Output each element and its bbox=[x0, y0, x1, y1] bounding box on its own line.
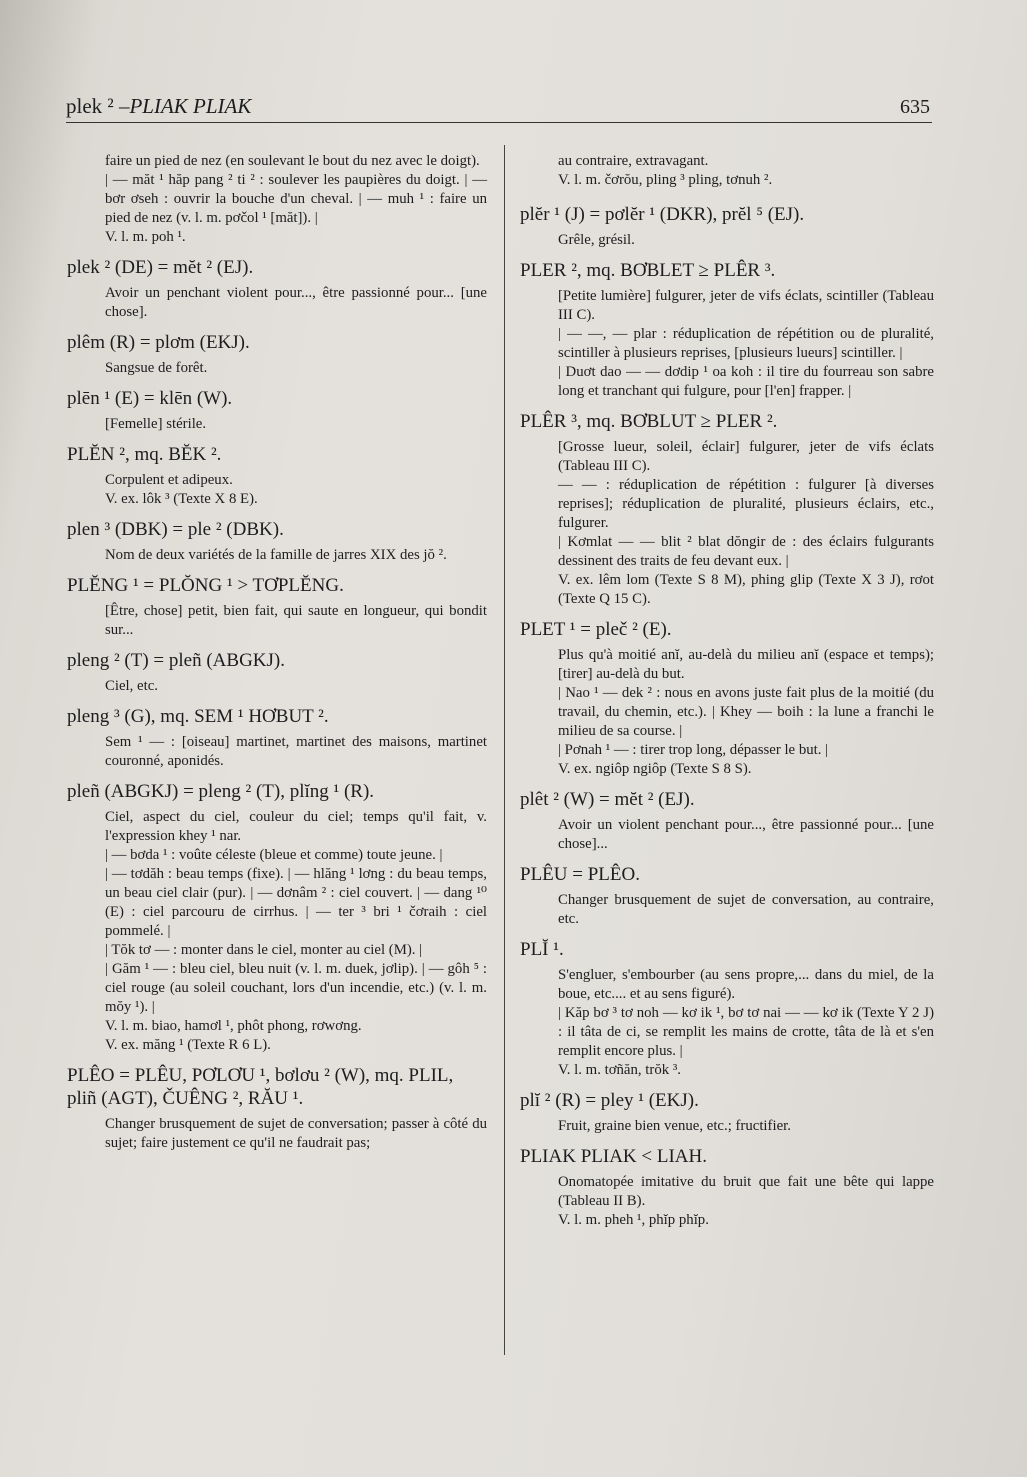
entry-headword: plek ² (DE) = mĕt ² (EJ). bbox=[67, 257, 254, 278]
entry-definition bbox=[558, 1117, 934, 1136]
entry-headword: PLĔN ², mq. BĔK ². bbox=[67, 444, 222, 465]
definition-line: S'engluer, s'embourber (au sens propre,... dans du miel, de la boue, etc.... et au sens figuré). bbox=[558, 967, 934, 1002]
definition-line: Corpulent et adipeux. bbox=[105, 472, 233, 488]
definition-line: | Kăp bơ ³ tơ noh — kơ ik ¹, bơ tơ nai — — kơ ik (Texte Y 2 J) : il tâta de ci, se remplit les mains de crotte, tâta de là et s'en remplit encore plus. | bbox=[558, 1005, 934, 1059]
entry-definition bbox=[105, 1115, 487, 1153]
entry-definition bbox=[558, 287, 934, 401]
left-column bbox=[67, 152, 487, 1162]
dictionary-entry bbox=[67, 780, 487, 1055]
definition-line: Changer brusquement de sujet de conversation, au contraire, etc. bbox=[558, 892, 934, 927]
entry-headword: PLĬ ¹. bbox=[520, 939, 564, 960]
definition-line: V. ex. lêm lom (Texte S 8 M), phing glip (Texte X 3 J), rơot (Texte Q 15 C). bbox=[558, 572, 934, 607]
definition-line: — — : réduplication de répétition : fulgurer [à diverses reprises]; réduplication de pluralité, plusieurs éclairs, etc., fulgurer. bbox=[558, 477, 934, 531]
entry-definition bbox=[558, 1173, 934, 1230]
entry-definition bbox=[558, 891, 934, 929]
definition-line: | — măt ¹ hăp pang ² ti ² : soulever les paupières du doigt. | — bơr ơseh : ouvrir la bouche d'un cheval. | — muh ¹ : faire un pied de nez (v. l. m. pơčol ¹ [măt]). | bbox=[105, 172, 487, 226]
entry-definition bbox=[105, 546, 487, 565]
running-header bbox=[66, 92, 932, 123]
definition-line: Ciel, aspect du ciel, couleur du ciel; temps qu'il fait, v. l'expression khey ¹ nar. bbox=[105, 809, 487, 844]
definition-line: V. l. m. tơñăn, trŏk ³. bbox=[558, 1062, 681, 1078]
dictionary-entry bbox=[520, 618, 934, 779]
entry-definition bbox=[105, 733, 487, 771]
dictionary-entry bbox=[67, 518, 487, 565]
definition-line: Changer brusquement de sujet de conversation; passer à côté du sujet; faire justement ce qu'il ne faudrait pas; bbox=[105, 1116, 487, 1151]
entry-definition bbox=[105, 677, 487, 696]
dictionary-entry bbox=[67, 1064, 487, 1153]
dictionary-entry bbox=[67, 331, 487, 378]
right-column bbox=[520, 152, 934, 1239]
definition-line: Sangsue de forêt. bbox=[105, 360, 208, 376]
entry-headword: plêm (R) = plơm (EKJ). bbox=[67, 332, 250, 353]
definition-line: V. l. m. čơrŏu, pling ³ pling, tơnuh ². bbox=[558, 172, 773, 188]
entry-headword: PLER ², mq. BƠBLET ≥ PLÊR ³. bbox=[520, 260, 776, 281]
definition-line: Onomatopée imitative du bruit que fait une bête qui lappe (Tableau II B). bbox=[558, 1174, 934, 1209]
entry-definition bbox=[558, 966, 934, 1080]
dictionary-entry bbox=[67, 152, 487, 247]
running-title-prefix: plek ² – bbox=[66, 94, 130, 118]
dictionary-entry bbox=[67, 649, 487, 696]
definition-line: | Pơnah ¹ — : tirer trop long, dépasser le but. | bbox=[558, 742, 829, 758]
entry-definition bbox=[105, 359, 487, 378]
definition-line: Grêle, grésil. bbox=[558, 232, 635, 248]
entry-headword: pleng ² (T) = pleñ (ABGKJ). bbox=[67, 650, 285, 671]
definition-line: V. ex. ngiôp ngiôp (Texte S 8 S). bbox=[558, 761, 752, 777]
definition-line: | — bơda ¹ : voûte céleste (bleue et comme) toute jeune. | bbox=[105, 847, 443, 863]
definition-line: Avoir un violent penchant pour..., être passionné pour... [une chose]... bbox=[558, 817, 934, 852]
entry-definition bbox=[558, 438, 934, 609]
dictionary-entry bbox=[520, 1089, 934, 1136]
entry-definition bbox=[105, 152, 487, 247]
entry-definition bbox=[558, 646, 934, 779]
entry-definition bbox=[105, 415, 487, 434]
definition-line: V. l. m. biao, hamơl ¹, phôt phong, rơwơng. bbox=[105, 1018, 362, 1034]
dictionary-entry bbox=[520, 203, 934, 250]
entry-definition bbox=[105, 284, 487, 322]
dictionary-entry bbox=[67, 574, 487, 640]
definition-line: Ciel, etc. bbox=[105, 678, 159, 694]
entry-headword: plēn ¹ (E) = klēn (W). bbox=[67, 388, 233, 409]
entry-headword: PLÊO = PLÊU, PƠLƠU ¹, bơlơu ² (W), mq. PLIL, pliñ (AGT), ČUÊNG ², RĂU ¹. bbox=[67, 1065, 454, 1109]
entry-headword: PLÊR ³, mq. BƠBLUT ≥ PLER ². bbox=[520, 411, 778, 432]
entry-headword: pleñ (ABGKJ) = pleng ² (T), plĭng ¹ (R). bbox=[67, 781, 375, 802]
running-title bbox=[66, 94, 251, 119]
definition-line: faire un pied de nez (en soulevant le bout du nez avec le doigt). bbox=[105, 153, 480, 169]
definition-line: [Petite lumière] fulgurer, jeter de vifs éclats, scintiller (Tableau III C). bbox=[558, 288, 934, 323]
entry-headword: plĭ ² (R) = pley ¹ (EKJ). bbox=[520, 1090, 699, 1111]
dictionary-entry bbox=[67, 387, 487, 434]
entry-definition bbox=[558, 816, 934, 854]
dictionary-entry bbox=[520, 938, 934, 1080]
entry-headword: plêt ² (W) = mĕt ² (EJ). bbox=[520, 789, 695, 810]
entry-definition bbox=[105, 602, 487, 640]
entry-headword: pleng ³ (G), mq. SEM ¹ HƠBUT ². bbox=[67, 706, 329, 727]
entry-definition bbox=[558, 231, 934, 250]
definition-line: | — —, — plar : réduplication de répétition ou de pluralité, scintiller à plusieurs reprises, [plusieurs lueurs] scintiller. | bbox=[558, 326, 934, 361]
entry-definition bbox=[105, 808, 487, 1055]
definition-line: V. ex. măng ¹ (Texte R 6 L). bbox=[105, 1037, 271, 1053]
dictionary-entry bbox=[67, 705, 487, 771]
dictionary-entry bbox=[67, 256, 487, 322]
definition-line: | Tŏk tơ — : monter dans le ciel, monter au ciel (M). | bbox=[105, 942, 423, 958]
definition-line: au contraire, extravagant. bbox=[558, 153, 709, 169]
dictionary-entry bbox=[520, 410, 934, 609]
entry-headword: PLÊU = PLÊO. bbox=[520, 864, 640, 885]
definition-line: [Être, chose] petit, bien fait, qui saute en longueur, qui bondit sur... bbox=[105, 603, 487, 638]
definition-line: Nom de deux variétés de la famille de jarres XIX des jŏ ². bbox=[105, 547, 447, 563]
column-divider bbox=[504, 145, 505, 1355]
definition-line: | — tơdăh : beau temps (fixe). | — hlăng ¹ lơng : du beau temps, un beau ciel clair (pur). | — dơnâm ² : ciel couvert. | — dang ¹⁰ (E) : ciel parcouru de cirrhus. | — ter ³ bri ¹ čơraih : ciel pommelé. | bbox=[105, 866, 487, 939]
definition-line: | Kơmlat — — blit ² blat dŏngir de : des éclairs fulgurants dessinent des traits de feu devant eux. | bbox=[558, 534, 934, 569]
entry-headword: PLĔNG ¹ = PLŎNG ¹ > TƠPLĔNG. bbox=[67, 575, 344, 596]
definition-line: Plus qu'à moitié anĭ, au-delà du milieu anĭ (espace et temps); [tirer] au-delà du but. bbox=[558, 647, 934, 682]
definition-line: Avoir un penchant violent pour..., être passionné pour... [une chose]. bbox=[105, 285, 487, 320]
continued-entry bbox=[558, 152, 934, 190]
definition-line: V. l. m. pheh ¹, phĭp phĭp. bbox=[558, 1212, 709, 1228]
definition-line: | Găm ¹ — : bleu ciel, bleu nuit (v. l. m. duek, jơlip). | — gôh ⁵ : ciel rouge (au soleil couchant, lors d'un incendie, etc.) (v. l. m. mŏy ¹). | bbox=[105, 961, 487, 1015]
definition-line: | Nao ¹ — dek ² : nous en avons juste fait plus de la moitié (du travail, du chemin, etc.). | Khey — boih : la lune a franchi le milieu de sa course. | bbox=[558, 685, 934, 739]
definition-line: [Femelle] stérile. bbox=[105, 416, 207, 432]
definition-line: Sem ¹ — : [oiseau] martinet, martinet des maisons, martinet couronné, aponidés. bbox=[105, 734, 487, 769]
entry-headword: PLET ¹ = plеč ² (E). bbox=[520, 619, 672, 640]
dictionary-entry bbox=[520, 259, 934, 401]
right-entries bbox=[520, 203, 934, 1230]
definition-line: V. l. m. poh ¹. bbox=[105, 229, 186, 245]
dictionary-entry bbox=[520, 788, 934, 854]
dictionary-entry bbox=[520, 863, 934, 929]
page-number: 635 bbox=[900, 96, 930, 118]
definition-line: Fruit, graine bien venue, etc.; fructifier. bbox=[558, 1118, 791, 1134]
entry-headword: PLIAK PLIAK < LIAH. bbox=[520, 1146, 707, 1167]
entry-headword: plen ³ (DBK) = ple ² (DBK). bbox=[67, 519, 284, 540]
dictionary-entry bbox=[67, 443, 487, 509]
definition-line: [Grosse lueur, soleil, éclair] fulgurer, jeter de vifs éclats (Tableau III C). bbox=[558, 439, 934, 474]
definition-line: V. ex. lôk ³ (Texte X 8 E). bbox=[105, 491, 258, 507]
entry-headword: plĕr ¹ (J) = pơlĕr ¹ (DKR), prĕl ⁵ (EJ). bbox=[520, 204, 805, 225]
definition-line: | Duơt dao — — dơdip ¹ oa koh : il tire du fourreau son sabre long et tranchant qui fulgure, pour [l'en] frapper. | bbox=[558, 364, 934, 399]
dictionary-entry bbox=[520, 1145, 934, 1230]
running-title-italic: PLIAK PLIAK bbox=[129, 94, 252, 118]
entry-definition bbox=[105, 471, 487, 509]
